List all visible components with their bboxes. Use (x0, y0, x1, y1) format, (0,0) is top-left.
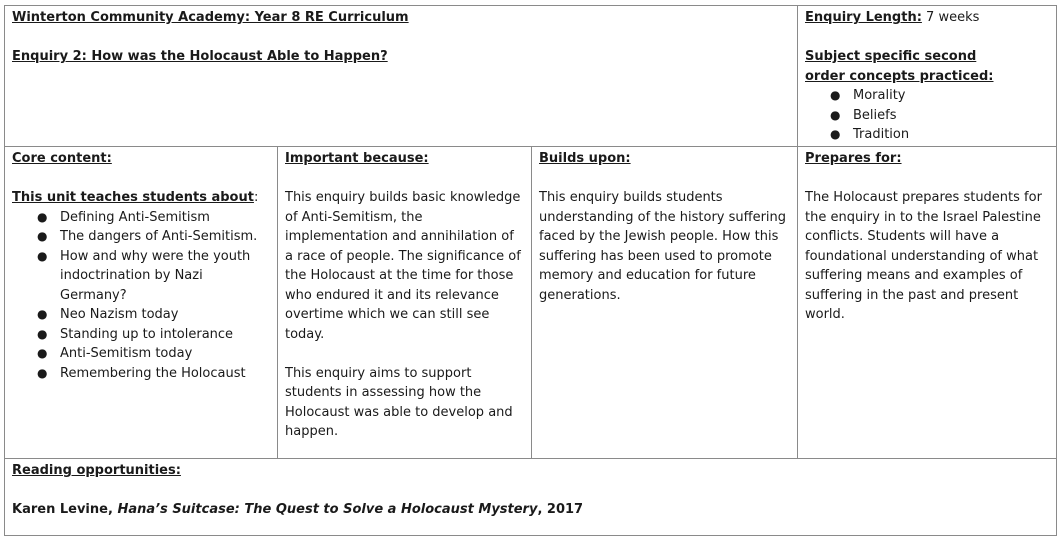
reading-citation (12, 500, 1049, 520)
enquiry-title: Enquiry 2: How was the Holocaust Able to Happen? (12, 49, 388, 64)
prepares-for-text: The Holocaust prepares students for the enquiry in to the Israel Palestine conflicts. Students will have a foundational understanding of what suffering means and examples of suffering in the past and present world. (805, 190, 1042, 322)
bullet-icon: ● (37, 209, 48, 224)
core-content-heading: Core content: (12, 151, 112, 166)
core-content-list (12, 208, 270, 384)
important-because-cell (278, 147, 532, 459)
important-paragraph-1: This enquiry builds basic knowledge of Anti-Semitism, the implementation and annihilation of a race of people. The significance of the Holocaust at the time for those who endured it and its relevance overtime which we can still see today. (285, 190, 521, 342)
concepts-list (805, 86, 1049, 145)
enquiry-length-value: 7 weeks (926, 10, 980, 25)
builds-upon-text: This enquiry builds students understanding of the history suffering faced by the Jewish people. How this suffering has been used to promote memory and education for future generations. (539, 190, 787, 303)
list-item: ● Standing up to intolerance (37, 325, 270, 345)
reading-opportunities-cell (5, 459, 1056, 535)
list-item: ● Morality (830, 86, 1049, 106)
prepares-for-heading: Prepares for: (805, 151, 902, 166)
reading-year: , 2017 (537, 502, 584, 517)
bullet-icon: ● (830, 88, 841, 102)
list-item: ● Remembering the Holocaust (37, 364, 270, 384)
bullet-icon: ● (37, 346, 48, 360)
reading-book-title: Hana’s Suitcase: The Quest to Solve a Holocaust Mystery (117, 502, 538, 517)
concepts-heading: Subject specific second order concepts practiced: (805, 49, 994, 84)
core-content-cell (5, 147, 278, 459)
list-item: ● Beliefs (830, 106, 1049, 126)
reading-opportunities-heading: Reading opportunities: (12, 463, 181, 478)
bullet-icon: ● (37, 326, 48, 341)
enquiry-info-cell (798, 6, 1056, 147)
curriculum-table (4, 5, 1057, 536)
reading-author: Karen Levine, (12, 502, 113, 517)
important-paragraph-2: This enquiry aims to support students in assessing how the Holocaust was able to develop and happen. (285, 365, 513, 439)
important-because-heading: Important because: (285, 151, 429, 166)
title-cell (5, 6, 798, 147)
bullet-icon: ● (37, 248, 48, 263)
bullet-icon: ● (830, 107, 841, 122)
builds-upon-heading: Builds upon: (539, 151, 631, 166)
builds-upon-cell (532, 147, 798, 459)
enquiry-length-label: Enquiry Length: (805, 10, 922, 25)
bullet-icon: ● (37, 365, 48, 380)
teaches-heading: This unit teaches students about: (12, 190, 259, 205)
prepares-for-cell (798, 147, 1056, 459)
list-item: ● Anti-Semitism today (37, 344, 270, 364)
bullet-icon: ● (830, 127, 841, 141)
list-item: ● The dangers of Anti-Semitism. (37, 227, 270, 247)
school-title: Winterton Community Academy: Year 8 RE Curriculum (12, 10, 409, 25)
enquiry-length (805, 8, 1049, 28)
list-item: ● How and why were the youth indoctrination by Nazi Germany? (37, 248, 251, 303)
list-item: ● Tradition (830, 125, 1049, 145)
bullet-icon: ● (37, 229, 48, 243)
list-item: ● Defining Anti-Semitism (37, 208, 270, 228)
bullet-icon: ● (37, 307, 48, 321)
list-item: ● Neo Nazism today (37, 305, 270, 325)
